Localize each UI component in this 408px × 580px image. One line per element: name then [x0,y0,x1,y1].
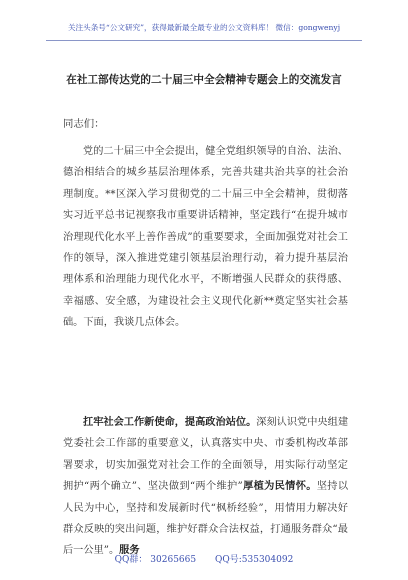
paragraph-2 [63,412,348,562]
paragraph-2-text-continued: 坚持以人民为中心，坚持和发展新时代“枫桥经验”，用情用力解决好群众反映的突出问题，维护好群众合法权益，打通服务群众“最后一公里”。 [63,481,349,557]
header-banner: 关注头条号“公文研究”，获得最新最全最专业的公文资料库！ 微信：gongwenyj [67,23,341,32]
document-greeting: 同志们： [63,118,105,130]
paragraph-2-tail: 服务 [119,544,140,557]
footer-qq-group: QQ群： 30265665 [114,555,197,565]
paragraph-2-text: 深刻认识党中央组建党委社会工作部的重要意义，认真落实中央、市委机构改革部署要求，切实加强党对社会工作的全面领导，用实际行动坚定拥护“两个确立”、坚决做到“两个维护” [63,417,349,493]
paragraph-2-bold-phrase: 厚植为民情怀。 [242,480,317,493]
header-divider [46,40,362,41]
paragraph-2-heading: 扛牢社会工作新使命，提高政治站位。 [83,416,257,428]
footer-qq-number: QQ号:535304092 [214,555,294,565]
paragraph-1 [63,141,348,334]
document-title: 在社工部传达党的二十届三中全会精神专题会上的交流发言 [66,74,342,86]
paragraph-1-text: 党的二十届三中全会提出，健全党组织领导的自治、法治、德治相结合的城乡基层治理体系，完善共建共治共享的社会治理制度。**区深入学习贯彻党的二十届三中全会精神，贯彻落实习近平总书记视察我市重要讲话精神，坚定践行“在提升城市治理现代化水平上善作善成”的重要要求，全面加强党对社会工作的领导，深入推进党建引领基层治理行动，着力提升基层治理体系和治理能力现代化水平，不断增强人民群众的获得感、幸福感、安全感，为建设社会主义现代化新**奠定坚实社会基础。下面，我谈几点体会。 [63,146,348,329]
footer-contact [0,552,408,565]
